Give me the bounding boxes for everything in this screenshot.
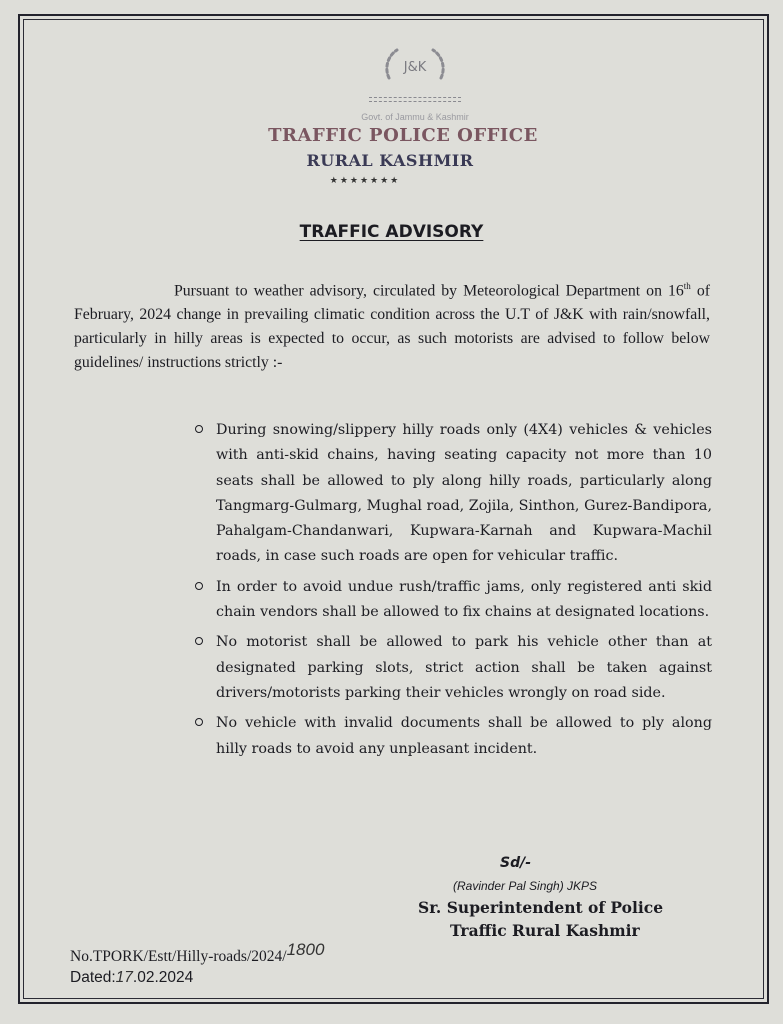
emblem-rule: [369, 97, 461, 102]
guideline-text: No motorist shall be allowed to park his vehicle other than at designated parking slots, strict action shall be taken against drivers/motorists parking their vehicles wrongly on road side.: [216, 634, 712, 701]
bullet-circle-icon: [195, 718, 203, 726]
guidelines-list: [190, 418, 712, 767]
guideline-item: [190, 630, 712, 706]
guideline-item: [190, 418, 712, 570]
bullet-circle-icon: [195, 425, 203, 433]
office-heading: TRAFFIC POLICE OFFICE: [268, 125, 538, 146]
dated-label: Dated:: [70, 969, 116, 986]
guideline-text: During snowing/slippery hilly roads only (4X4) vehicles & vehicles with anti-skid chains, having seating capacity not more than 10 seats shall be allowed to ply along hilly roads, particularly along Tangmarg-Gulmarg, Mughal road, Zojila, Sinthon, Gurez-Bandipora, Pahalgam-Chandanwari, Kupwara-Karnah and Kupwara-Machil roads, in case such roads are open for vehicular traffic.: [216, 422, 712, 565]
reference-date: [70, 969, 193, 987]
bullet-circle-icon: [195, 582, 203, 590]
guideline-item: [190, 575, 712, 626]
document-title: [0, 222, 783, 242]
intro-sup: th: [683, 281, 691, 291]
reference-number: [70, 940, 325, 966]
region-heading: RURAL KASHMIR: [306, 151, 474, 170]
document-title-text: TRAFFIC ADVISORY: [299, 222, 484, 242]
signatory-designation: Sr. Superintendent of Police: [418, 898, 664, 917]
govt-line: Govt. of Jammu & Kashmir: [361, 112, 469, 122]
intro-paragraph: [74, 274, 710, 375]
guideline-text: No vehicle with invalid documents shall be allowed to ply along hilly roads to avoid any unpleasant incident.: [216, 715, 712, 757]
guideline-item: [190, 711, 712, 762]
jk-emblem-icon: [375, 42, 455, 86]
dated-rest: .02.2024: [132, 969, 194, 986]
intro-part1: Pursuant to weather advisory, circulated by Meteorological Department on 16: [174, 282, 684, 300]
intro-part2: of February, 2024 change in prevailing climatic condition across the U.T of J&K with rain/snowfall, particularly in hilly areas is expected to occur, as such motorists are advised to follow below guidelines/ instructions strictly :-: [74, 282, 710, 372]
signatory-name: (Ravinder Pal Singh) JKPS: [453, 879, 598, 893]
guideline-text: In order to avoid undue rush/traffic jams, only registered anti skid chain vendors shall be allowed to fix chains at designated locations.: [216, 578, 712, 621]
signature-sd: Sd/-: [500, 855, 532, 871]
stars-divider: ★★★★★★★: [329, 176, 401, 186]
signatory-office: Traffic Rural Kashmir: [450, 921, 640, 940]
emblem-text: J&K: [403, 60, 427, 75]
reference-handwritten-number: 1800: [286, 940, 325, 959]
bullet-circle-icon: [195, 637, 203, 645]
dated-handwritten-day: 17: [115, 969, 133, 986]
reference-prefix: No.TPORK/Estt/Hilly-roads/2024/: [70, 948, 287, 965]
